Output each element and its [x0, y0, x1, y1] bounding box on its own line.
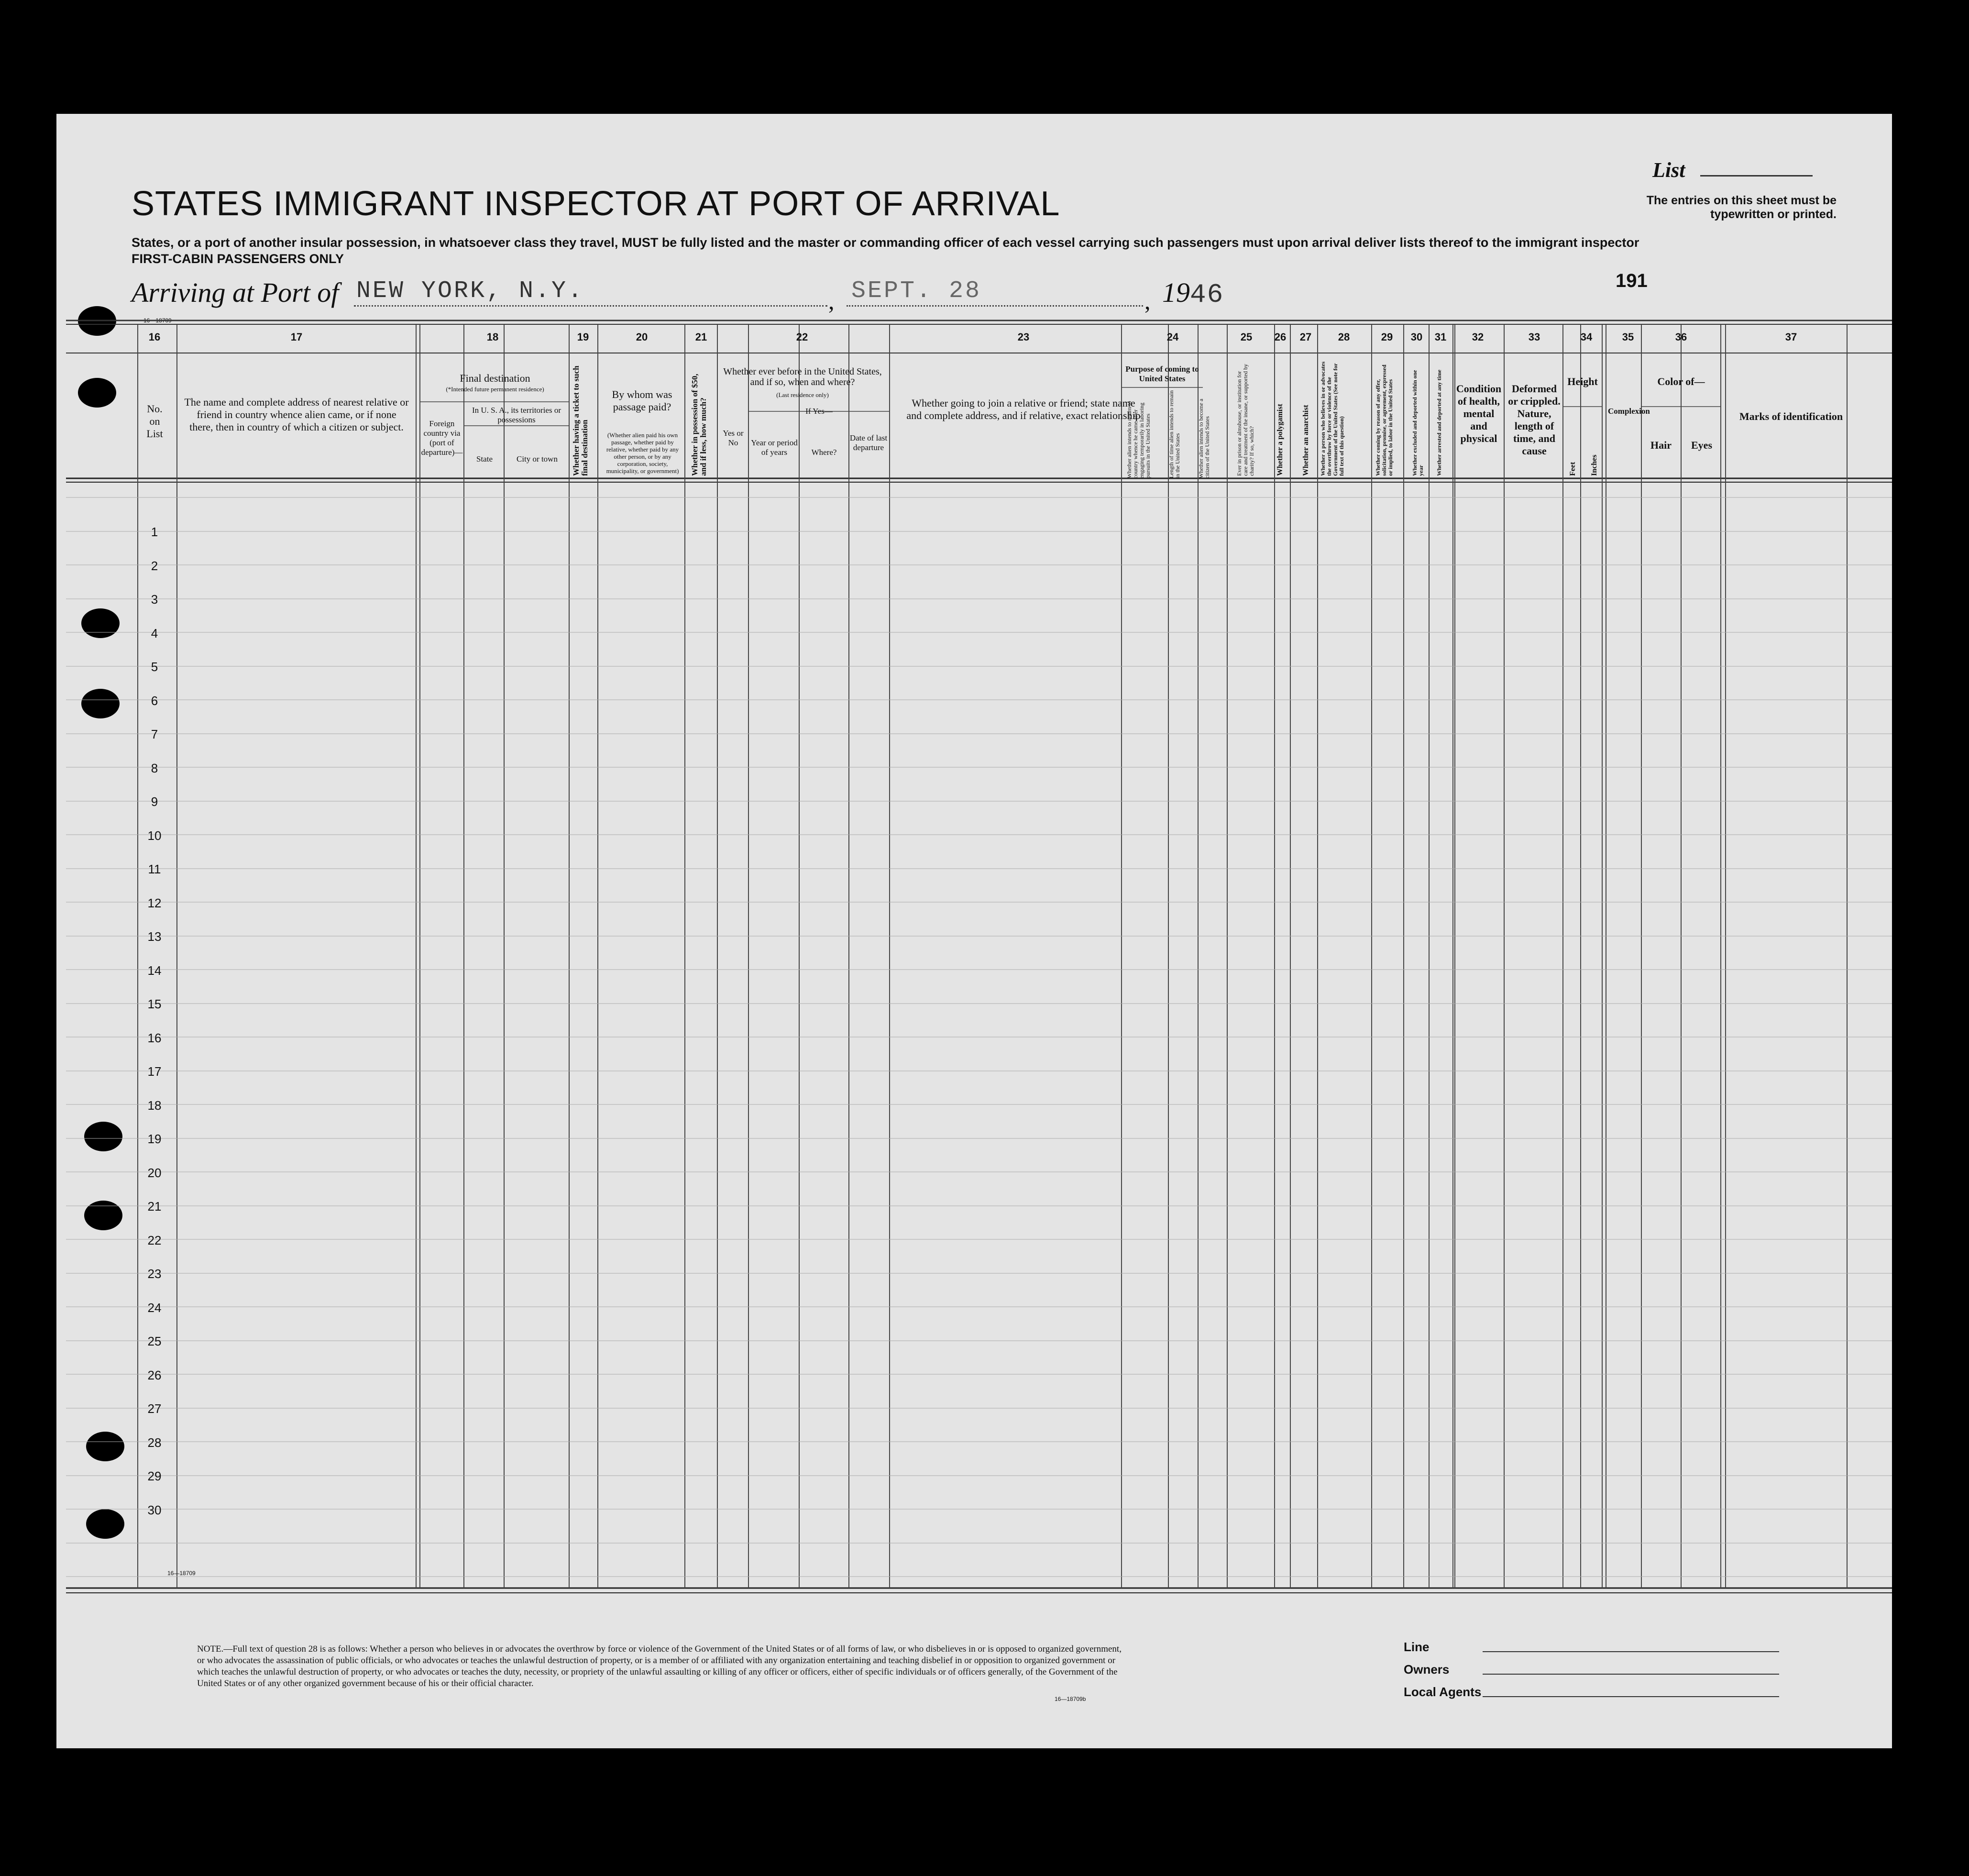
form-title: STATES IMMIGRANT INSPECTOR AT PORT OF ARRIVAL	[132, 185, 1060, 223]
header-date-last-departure: Date of last departure	[849, 433, 888, 452]
row-number: 30	[147, 1503, 162, 1517]
form-number-bottom: 16—18709	[167, 1570, 196, 1577]
header-anarchist: Whether an anarchist	[1302, 405, 1310, 476]
column-number-31: 31	[1434, 331, 1447, 343]
header-yes-or-no: Yes or No	[723, 429, 744, 447]
row-number: 6	[151, 694, 158, 708]
row-number: 4	[151, 626, 158, 640]
question-28-note: NOTE.—Full text of question 28 is as follows: Whether a person who believes in or advocates the overthrow by force or violence of the Government of the United States or of all forms of law, or who disbelieves in or is opposed to organized government, or who advocates the assassination of public officials, or who advocates or teaches the unlawful destruction of property, or is a member of or affiliated with any organization entertaining and teaching disbelief in or opposition to organized government or which teaches the unlawful destruction of property, or who advocates or teaches the duty, necessity, or propriety of the unlawful assaulting or killing of any officer or officers, either of specific individuals or of officers generally, of the Government of the United States or of any other organized government because of his or their official character.	[197, 1644, 1122, 1688]
owners-label: Owners	[1404, 1662, 1450, 1677]
row-number: 24	[147, 1301, 162, 1315]
header-final-destination: Final destination	[460, 372, 530, 384]
owners-field	[1483, 1674, 1779, 1675]
header-marks-identification: Marks of identification	[1739, 410, 1843, 422]
column-number-21: 21	[695, 331, 707, 343]
header-join-relative: Whether going to join a relative or friend; state name and complete address, and if relative, exact relationship	[906, 397, 1141, 421]
column-number-19: 19	[577, 331, 589, 343]
header-ever-before-us: Whether ever before in the United States, and if so, when and where?	[723, 366, 882, 387]
row-number: 25	[147, 1334, 162, 1348]
column-number-35: 35	[1622, 331, 1634, 343]
row-number: 19	[147, 1132, 162, 1146]
header-no-on-list: No. on List	[146, 403, 163, 440]
column-number-36: 36	[1675, 331, 1687, 343]
column-number-20: 20	[636, 331, 648, 343]
list-label: List	[1652, 158, 1685, 182]
column-number-24: 24	[1166, 331, 1179, 343]
column-number-23: 23	[1017, 331, 1030, 343]
row-number: 29	[147, 1469, 162, 1483]
row-number: 26	[147, 1368, 162, 1382]
header-hair: Hair	[1650, 439, 1672, 451]
row-number: 23	[147, 1267, 162, 1281]
header-feet: Feet	[1569, 462, 1577, 476]
row-number: 21	[147, 1199, 162, 1214]
header-final-destination-note: (*Intended future permanent residence)	[446, 386, 544, 393]
header-height: Height	[1567, 375, 1598, 387]
row-number: 11	[148, 862, 161, 876]
form-subtitle: States, or a port of another insular possession, in whatsoever class they travel, MUST be fully listed and the master or commanding officer of each vessel carrying such passengers must upon arrival deliver lists thereof to the immigrant inspector	[132, 235, 1639, 250]
header-color-of: Color of—	[1657, 375, 1705, 387]
header-year-period: Year or period of years	[751, 438, 798, 457]
row-number: 9	[151, 795, 158, 809]
header-where: Where?	[811, 448, 837, 457]
header-state: State	[476, 454, 493, 463]
date-field: SEPT. 28	[851, 277, 982, 305]
row-number: 7	[151, 727, 158, 741]
column-number-33: 33	[1528, 331, 1540, 343]
row-number: 13	[147, 929, 162, 944]
header-arrested-deported: Whether arrested and deported at any time	[1436, 369, 1442, 476]
column-number-16: 16	[148, 331, 161, 343]
header-last-residence-note: (Last residence only)	[776, 391, 829, 398]
line-field	[1483, 1651, 1779, 1652]
header-prison-almshouse: Ever in prison or almshouse, or institution for care and treatment of the insane, or supported by charity? If so, which?	[1236, 364, 1255, 476]
column-number-25: 25	[1240, 331, 1253, 343]
page-number: 191	[1616, 270, 1648, 291]
comma: ,	[1144, 287, 1151, 314]
header-condition-health: Condition of health, mental and physical	[1456, 383, 1502, 444]
row-number: 3	[151, 592, 158, 607]
passenger-class-label: FIRST-CABIN PASSENGERS ONLY	[132, 252, 344, 266]
header-excluded-deported: Whether excluded and deported within one year	[1411, 370, 1424, 476]
header-passage-paid-note: (Whether alien paid his own passage, whether paid by relative, whether paid by any other person, or by any corporation, society, municipality, or government)	[606, 431, 679, 475]
year-handwritten: 46	[1190, 279, 1224, 310]
header-if-yes: If Yes—	[805, 407, 833, 416]
header-nearest-relative: The name and complete address of nearest relative or friend in country whence alien came, or if none there, then in country of which a citizen or subject.	[184, 396, 409, 433]
header-labor-offer: Whether coming by reason of any offer, solicitation, promise, or agreement, expressed or implied, to labor in the United States	[1375, 364, 1394, 476]
row-number: 10	[147, 828, 162, 843]
header-eyes: Eyes	[1691, 439, 1712, 451]
column-number-28: 28	[1338, 331, 1350, 343]
form-number-top: 16—18709	[143, 317, 172, 324]
column-number-17: 17	[290, 331, 303, 343]
row-number: 15	[147, 997, 162, 1011]
header-length-of-stay: Length of time alien intends to remain in the United States	[1168, 390, 1181, 478]
port-field: NEW YORK, N.Y.	[356, 277, 584, 305]
header-polygamist: Whether a polygamist	[1276, 404, 1284, 476]
row-number: 17	[147, 1064, 162, 1079]
column-number-32: 32	[1472, 331, 1484, 343]
row-number: 18	[147, 1098, 162, 1113]
column-number-30: 30	[1410, 331, 1423, 343]
header-purpose: Purpose of coming to United States	[1125, 364, 1199, 383]
column-number-18: 18	[486, 331, 499, 343]
row-number: 12	[147, 896, 162, 910]
row-number: 5	[151, 660, 158, 674]
arriving-label: Arriving at Port of	[132, 277, 339, 308]
column-number-34: 34	[1580, 331, 1593, 343]
column-number-27: 27	[1299, 331, 1312, 343]
entries-note: The entries on this sheet must be typewritten or printed.	[1646, 194, 1837, 221]
header-fifty-dollars: Whether in possession of $50, and if less, how much?	[690, 374, 708, 476]
year-printed: 19	[1162, 277, 1190, 308]
local-agents-label: Local Agents	[1404, 1685, 1482, 1699]
row-number: 14	[147, 963, 162, 978]
row-number: 2	[151, 559, 158, 573]
row-number: 20	[147, 1166, 162, 1180]
header-in-usa: In U. S. A., its territories or possessions	[472, 406, 561, 424]
column-number-37: 37	[1785, 331, 1797, 343]
header-ticket-final-destination: Whether having a ticket to such final destination	[572, 365, 589, 476]
header-overthrow-government: Whether a person who believes in or advocates the overthrow by force or violence of the Government of the United States (See note for full text of this question)	[1320, 361, 1345, 476]
form-number-footnote: 16—18709b	[1055, 1696, 1086, 1702]
row-number: 8	[151, 761, 158, 775]
row-number: 28	[147, 1435, 162, 1450]
line-label: Line	[1404, 1640, 1430, 1654]
header-deformed: Deformed or crippled. Nature, length of time, and cause	[1508, 383, 1561, 457]
comma: ,	[828, 287, 835, 314]
row-number: 16	[147, 1031, 162, 1045]
header-complexion: Complexion	[1608, 407, 1650, 416]
header-intends-return: Whether alien intends to return to country whence he came after engaging temporarily in laboring pursuits in the United States	[1126, 401, 1151, 478]
row-number: 22	[147, 1233, 162, 1247]
local-agents-field	[1483, 1696, 1779, 1697]
column-number-29: 29	[1381, 331, 1393, 343]
column-number-26: 26	[1274, 331, 1287, 343]
header-city-town: City or town	[517, 454, 558, 463]
column-number-22: 22	[796, 331, 808, 343]
row-number: 1	[151, 525, 158, 539]
header-intends-citizen: Whether alien intends to become a citizen of the United States	[1198, 398, 1210, 478]
row-number: 27	[147, 1401, 162, 1416]
header-foreign-country: Foreign country via (port of departure)—	[421, 419, 463, 457]
header-inches: Inches	[1590, 454, 1598, 476]
header-passage-paid: By whom was passage paid?	[612, 388, 672, 413]
